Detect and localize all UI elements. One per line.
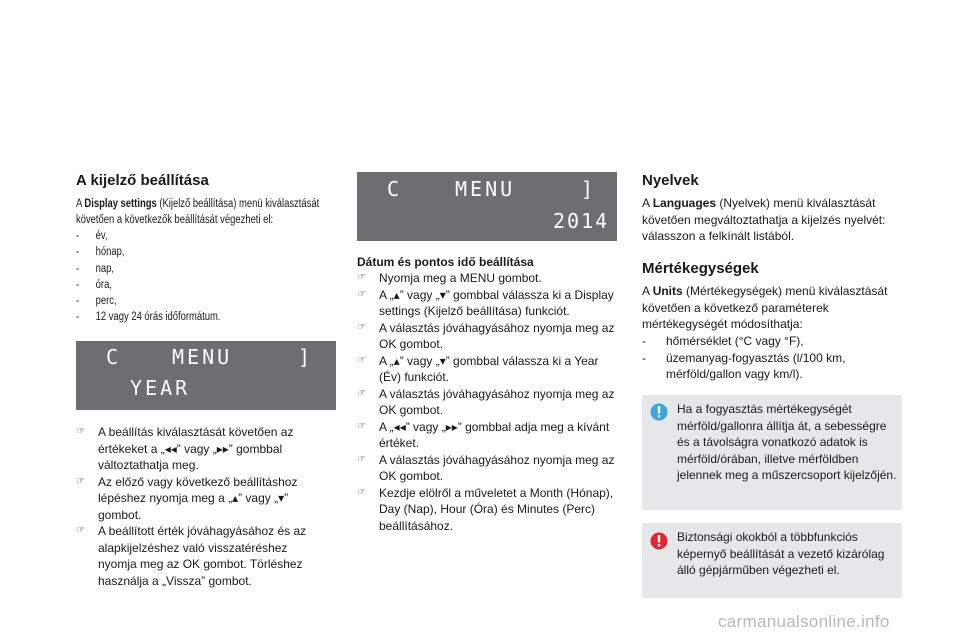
hand-icon: ☞ bbox=[76, 475, 85, 487]
lcd-value: 2014 bbox=[553, 209, 610, 233]
lcd-menu-text: MENU bbox=[172, 345, 233, 369]
watermark: carmanualsonline.info bbox=[718, 612, 890, 631]
lcd-bracket-right: ] bbox=[581, 177, 594, 201]
bullet-text: Kezdje elölről a műveletet a Month (Hónap), Day (Nap), Hour (Óra) és Minutes (Perc) beállításához. bbox=[379, 485, 614, 533]
section-title-languages: Nyelvek bbox=[642, 172, 699, 189]
list-item bbox=[76, 474, 326, 524]
list-item: - üzemanyag-fogyasztás (l/100 km, mérföld/gallon vagy km/l). bbox=[642, 350, 892, 383]
list-item bbox=[357, 485, 619, 535]
bullet-text: A „▴” vagy „▾” gombbal válassza ki a Year (Év) funkciót. bbox=[379, 353, 599, 384]
p2-bold: Units bbox=[652, 284, 683, 298]
info-icon bbox=[650, 403, 668, 421]
p1-prefix: A bbox=[642, 196, 653, 210]
lcd-bracket-right: ] bbox=[298, 345, 311, 369]
p2-rest: (Mértékegységek) menü kiválasztását követően a következő paraméterek mértékegységét módosíthatja: bbox=[642, 284, 888, 331]
info-box bbox=[642, 395, 902, 510]
bullet-text: Nyomja meg a MENU gombot. bbox=[379, 271, 542, 285]
hand-icon: ☞ bbox=[76, 525, 85, 536]
bullet-text: A beállított érték jóváhagyásához és az alapkijelzéshez való visszatéréshez nyomja meg az OK gombot. Törléshez használja a „Vissza” gombot. bbox=[98, 524, 307, 588]
list-item: - 12 vagy 24 órás időformátum. bbox=[76, 309, 322, 325]
display-intro bbox=[76, 196, 347, 228]
display-settings-list bbox=[76, 228, 322, 326]
section-title-units: Mértékegységek bbox=[642, 260, 759, 277]
bullet-text: A beállítás kiválasztását követően az értékeket a „◂◂” vagy „▸▸” gombbal változtathatja meg. bbox=[98, 425, 294, 472]
list-item bbox=[357, 386, 619, 419]
p1-bold: Languages bbox=[652, 196, 717, 210]
list-item: - nap, bbox=[76, 261, 322, 277]
hand-icon: ☞ bbox=[357, 288, 366, 300]
hand-icon: ☞ bbox=[357, 420, 366, 432]
date-time-steps bbox=[357, 270, 619, 534]
date-time-heading: Dátum és pontos idő beállítása bbox=[357, 255, 534, 269]
list-item bbox=[76, 523, 326, 589]
section-title-display: A kijelző beállítása bbox=[76, 172, 209, 189]
intro-rest: (Kijelző beállítása) menü kiválasztását követően a következők beállítását végezheti el: bbox=[76, 198, 320, 226]
units-list bbox=[642, 333, 892, 383]
bullet-text: A választás jóváhagyásához nyomja meg az OK gombot. bbox=[379, 320, 615, 351]
display-instructions bbox=[76, 424, 326, 589]
list-item bbox=[357, 287, 619, 320]
lcd-display-year bbox=[76, 341, 336, 410]
p1-rest: (Nyelvek) menü kiválasztását követően megváltoztathatja a kijelzés nyelvét: válasszon a felkínált listából. bbox=[642, 196, 886, 243]
hand-icon: ☞ bbox=[357, 486, 366, 498]
warning-box bbox=[642, 523, 902, 598]
units-paragraph bbox=[642, 283, 904, 333]
hand-icon: ☞ bbox=[357, 272, 366, 283]
list-item: - óra, bbox=[76, 277, 322, 293]
list-item: - hónap, bbox=[76, 244, 322, 260]
intro-prefix: A bbox=[76, 198, 85, 210]
list-item bbox=[357, 270, 619, 287]
list-item: - perc, bbox=[76, 293, 322, 309]
list-item bbox=[76, 424, 326, 474]
warning-text: Biztonsági okokból a többfunkciós képernyő beállítását a vezető kizárólag álló gépjárműben végezheti el. bbox=[677, 530, 885, 577]
lcd-bracket-left: C bbox=[387, 177, 400, 201]
intro-bold: Display settings bbox=[84, 198, 157, 210]
list-item bbox=[357, 452, 619, 485]
hand-icon: ☞ bbox=[357, 354, 366, 366]
bullet-text: A választás jóváhagyásához nyomja meg az OK gombot. bbox=[379, 386, 615, 417]
bullet-text: A választás jóváhagyásához nyomja meg az OK gombot. bbox=[379, 452, 615, 483]
list-item: - hőmérséklet (°C vagy °F), bbox=[642, 333, 892, 350]
lcd-display-2014 bbox=[357, 172, 617, 241]
lcd-bracket-left: C bbox=[106, 345, 119, 369]
hand-icon: ☞ bbox=[357, 321, 366, 333]
bullet-text: Az előző vagy következő beállításhoz lépéshez nyomja meg a „▴” vagy „▾” gombot. bbox=[98, 474, 298, 522]
list-item: - év, bbox=[76, 228, 322, 244]
bullet-text: A „◂◂” vagy „▸▸” gombbal adja meg a kívánt értéket. bbox=[379, 419, 610, 450]
p2-prefix: A bbox=[642, 284, 653, 298]
list-item bbox=[357, 320, 619, 353]
hand-icon: ☞ bbox=[357, 453, 366, 465]
hand-icon: ☞ bbox=[357, 387, 366, 399]
languages-paragraph bbox=[642, 195, 904, 245]
list-item bbox=[357, 419, 619, 452]
hand-icon: ☞ bbox=[76, 426, 85, 437]
warning-icon bbox=[650, 532, 668, 550]
info-text: Ha a fogyasztás mértékegységét mérföld/gallonra állítja át, a sebességre és a távolságra vonatkozó adatok is mérföld/órában, illetve mérföldben jelennek meg a műszercsoport kijelzőjén. bbox=[677, 402, 897, 482]
bullet-text: A „▴” vagy „▾” gombbal válassza ki a Display settings (Kijelző beállítása) funkciót. bbox=[379, 287, 614, 318]
lcd-value: YEAR bbox=[130, 376, 191, 400]
lcd-menu-text: MENU bbox=[455, 177, 516, 201]
list-item bbox=[357, 353, 619, 386]
